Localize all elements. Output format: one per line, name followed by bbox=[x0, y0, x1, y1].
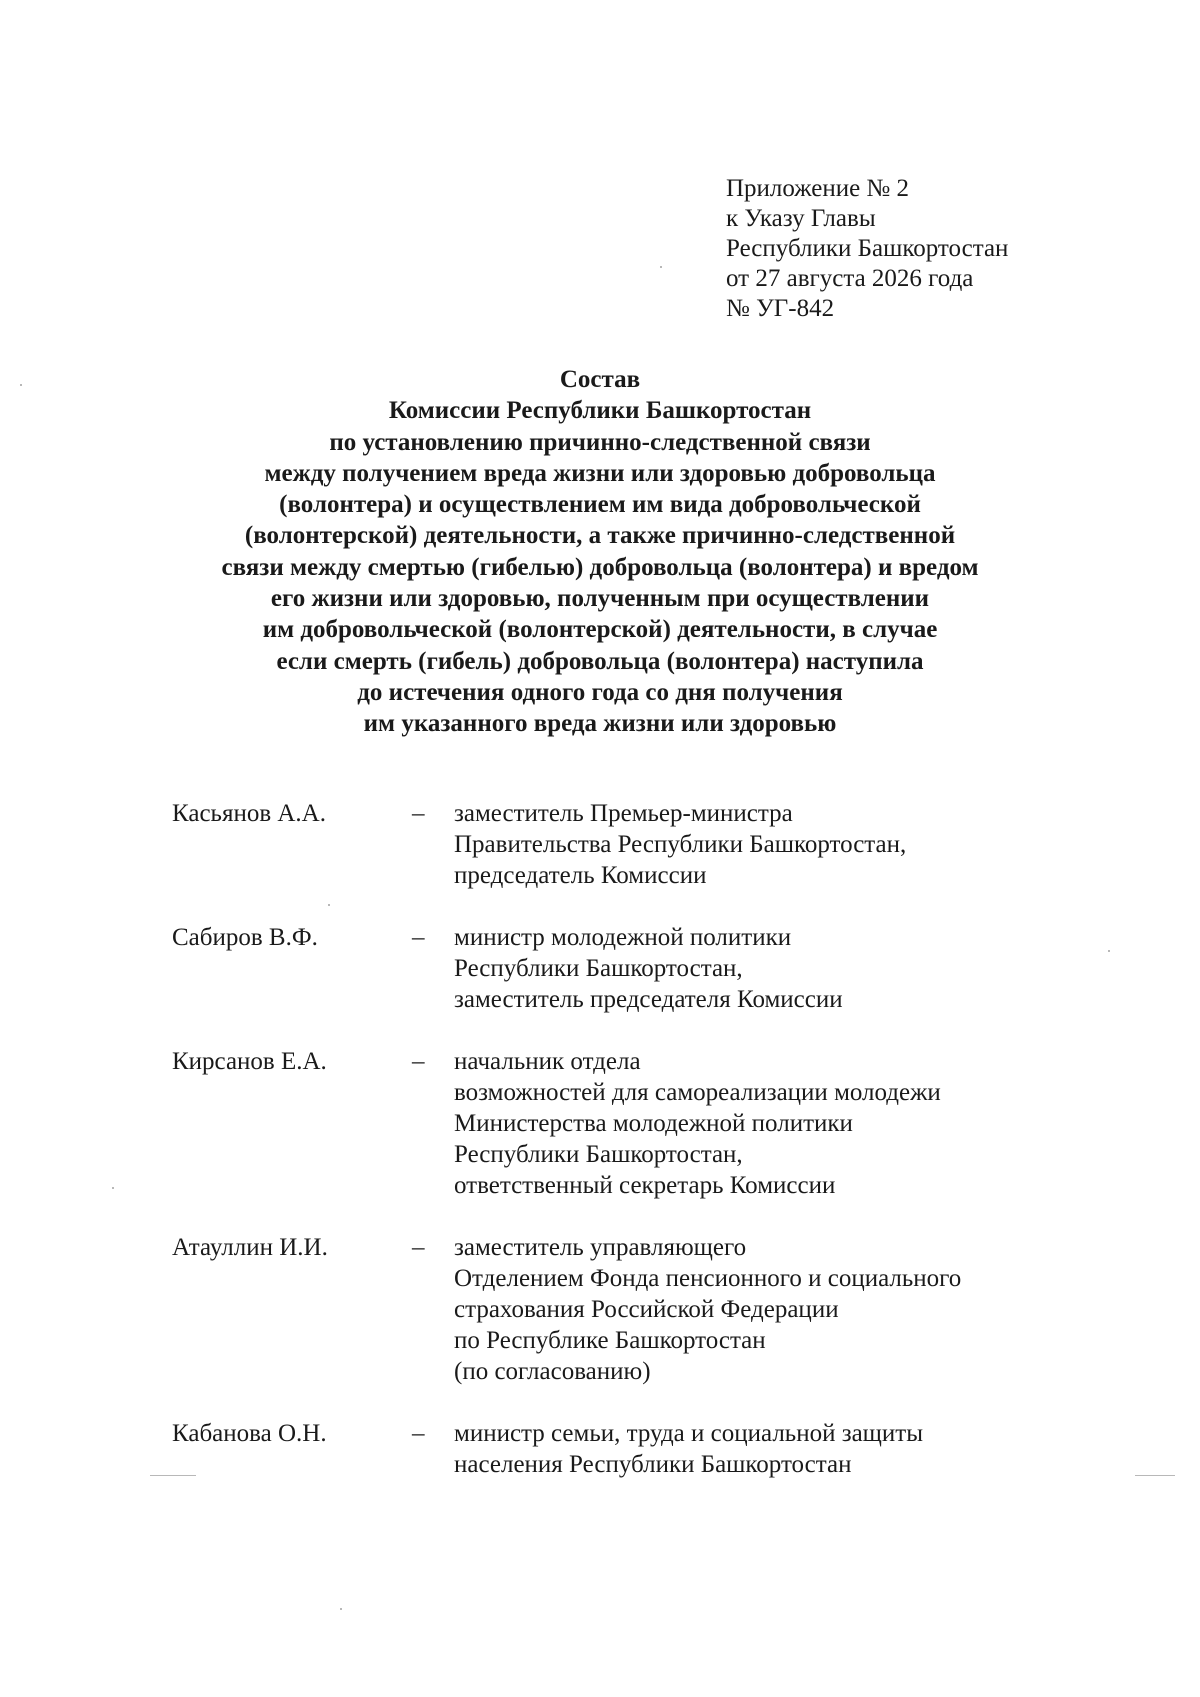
member-dash: – bbox=[412, 1048, 425, 1075]
title-line: между получением вреда жизни или здоровью добровольца bbox=[264, 459, 936, 487]
position-line: населения Республики Башкортостан bbox=[454, 1451, 852, 1478]
member-entry bbox=[172, 1232, 1052, 1387]
title-line: связи между смертью (гибелью) добровольца (волонтера) и вредом bbox=[221, 553, 979, 581]
member-name: Кабанова О.Н. bbox=[172, 1420, 327, 1447]
title-line: Комиссии Республики Башкортостан bbox=[388, 397, 812, 425]
scan-speck bbox=[328, 904, 330, 906]
title-line: им указанного вреда жизни или здоровью bbox=[363, 710, 837, 738]
scan-speck bbox=[660, 266, 662, 268]
member-dash: – bbox=[412, 1420, 425, 1447]
position-line: заместитель председателя Комиссии bbox=[454, 986, 843, 1013]
document-title bbox=[0, 364, 1200, 740]
title-line: если смерть (гибель) добровольца (волонтера) наступила bbox=[276, 647, 924, 675]
member-dash: – bbox=[412, 800, 425, 827]
scan-speck bbox=[1108, 950, 1110, 952]
member-entry bbox=[172, 1418, 1052, 1480]
position-line: по Республике Башкортостан bbox=[454, 1327, 766, 1354]
position-line: заместитель управляющего bbox=[454, 1234, 747, 1261]
title-line: им добровольческой (волонтерской) деятельности, в случае bbox=[262, 616, 938, 644]
appendix-line: от 27 августа 2026 года bbox=[726, 265, 974, 292]
member-entry bbox=[172, 798, 1052, 891]
position-line: Правительства Республики Башкортостан, bbox=[454, 831, 907, 858]
position-line: начальник отдела bbox=[454, 1048, 641, 1075]
member-name: Атауллин И.И. bbox=[172, 1234, 328, 1261]
appendix-line: № УГ-842 bbox=[726, 295, 835, 322]
scan-speck bbox=[340, 1608, 342, 1610]
title-line: до истечения одного года со дня получения bbox=[357, 678, 843, 706]
title-line: его жизни или здоровью, полученным при осуществлении bbox=[270, 585, 930, 613]
member-name: Кирсанов Е.А. bbox=[172, 1048, 327, 1075]
position-line: ответственный секретарь Комиссии bbox=[454, 1172, 836, 1199]
member-dash: – bbox=[412, 1234, 425, 1261]
member-entry bbox=[172, 922, 1052, 1015]
appendix-line: Приложение № 2 bbox=[726, 175, 910, 202]
position-line: председатель Комиссии bbox=[454, 862, 707, 889]
member-position bbox=[454, 1046, 1052, 1201]
member-dash: – bbox=[412, 924, 425, 951]
scan-speck bbox=[20, 384, 22, 386]
member-name: Касьянов А.А. bbox=[172, 800, 326, 827]
position-line: министр семьи, труда и социальной защиты bbox=[454, 1420, 924, 1447]
member-position bbox=[454, 1418, 1052, 1480]
title-line: (волонтерской) деятельности, а также причинно-следственной bbox=[244, 522, 956, 550]
appendix-line: к Указу Главы bbox=[726, 205, 876, 232]
scan-speck bbox=[1135, 1475, 1175, 1476]
member-entry bbox=[172, 1046, 1052, 1201]
position-line: возможностей для самореализации молодежи bbox=[454, 1079, 941, 1106]
appendix-header bbox=[726, 174, 1008, 324]
position-line: Министерства молодежной политики bbox=[454, 1110, 853, 1137]
title-line: (волонтера) и осуществлением им вида добровольческой bbox=[279, 491, 921, 519]
position-line: заместитель Премьер-министра bbox=[454, 800, 793, 827]
member-name: Сабиров В.Ф. bbox=[172, 924, 318, 951]
title-line: по установлению причинно-следственной связи bbox=[329, 428, 871, 456]
position-line: (по согласованию) bbox=[454, 1358, 651, 1385]
member-position bbox=[454, 1232, 1052, 1387]
position-line: Республики Башкортостан, bbox=[454, 1141, 743, 1168]
scan-speck bbox=[112, 1187, 114, 1189]
position-line: страхования Российской Федерации bbox=[454, 1296, 839, 1323]
member-position bbox=[454, 922, 1052, 1015]
member-position bbox=[454, 798, 1052, 891]
position-line: Республики Башкортостан, bbox=[454, 955, 743, 982]
title-line: Состав bbox=[559, 366, 641, 393]
position-line: Отделением Фонда пенсионного и социального bbox=[454, 1265, 962, 1292]
position-line: министр молодежной политики bbox=[454, 924, 792, 951]
members-list bbox=[172, 798, 1052, 1511]
scan-speck bbox=[150, 1475, 196, 1476]
appendix-line: Республики Башкортостан bbox=[726, 235, 1009, 262]
